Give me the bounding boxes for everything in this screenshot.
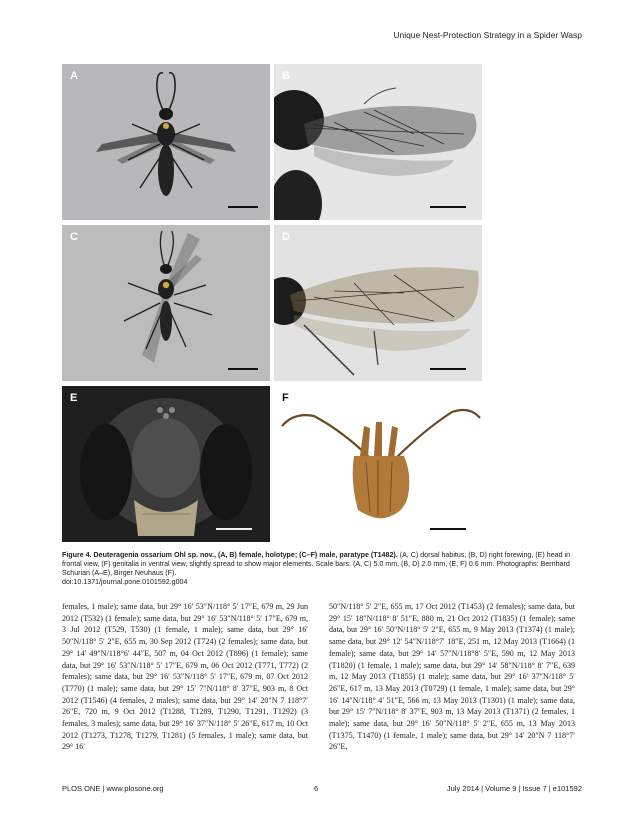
panel-b-female-forewing — [274, 64, 482, 220]
figure-plate — [62, 64, 480, 542]
footer-page-number: 6 — [314, 784, 319, 793]
scale-bar — [216, 528, 252, 530]
scale-bar — [430, 206, 466, 208]
panel-label-e: E — [70, 392, 78, 404]
panel-f-genitalia — [274, 386, 482, 542]
caption-text: (A, C) dorsal habitus, (B, D) right forewing, (E) head in frontal view, (F) genitalia in ventral view, slightly spread to show major elements. Scale bars: (A, C) 5.0 mm, (B, D) 2.0 mm, (E, F) 0.6 mm. Photographs: Bernhard Schurian (A–E), Birger Neuhaus (F). — [62, 551, 571, 577]
genitalia-illustration — [274, 386, 482, 542]
panel-d-male-forewing — [274, 225, 482, 381]
caption-doi: doi:10.1371/journal.pone.0101592.g004 — [62, 578, 188, 586]
scale-bar — [430, 528, 466, 530]
footer-journal: PLOS ONE | www.plosone.org — [62, 784, 164, 793]
panel-label-d: D — [282, 231, 290, 243]
head-frontal-illustration — [62, 386, 270, 542]
running-head: Unique Nest-Protection Strategy in a Spider Wasp — [393, 30, 582, 40]
wasp-dorsal-illustration — [62, 225, 270, 381]
figure-caption — [62, 551, 582, 587]
scale-bar — [430, 368, 466, 370]
footer-issue: July 2014 | Volume 9 | Issue 7 | e101592 — [446, 784, 582, 793]
panel-c-male-habitus — [62, 225, 270, 381]
panel-label-b: B — [282, 70, 290, 82]
panel-label-c: C — [70, 231, 78, 243]
wasp-dorsal-illustration — [62, 64, 270, 220]
scale-bar — [228, 368, 258, 370]
forewing-illustration — [274, 225, 482, 381]
panel-a-female-habitus — [62, 64, 270, 220]
scale-bar — [228, 206, 258, 208]
body-column-left: females, 1 male); same data, but 29° 16′ 53″N/118° 5′ 17″E, 679 m, 29 Jun 2012 (T532) (1 female); same data, but 29° 16′ 53″N/118° 5′ 17″E, 679 m, 3 Jul 2012 (T529, T530) (1 female, 1 male); same data, but 29° 16′ 50″N/118° 5′ 2″E, 655 m, 30 Sep 2012 (T724) (2 females); same data, but 29° 14′ 49″N/118°6′ 44″E, 507 m, 04 Oct 2012 (T896) (1 female); same data, but 29° 16′ 53″N/118° 5′ 17″E, 679 m, 06 Oct 2012 (T771, T772) (2 females); same data, but 29° 16′ 53″N/118° 5′ 17″E, 679 m, 07 Oct 2012 (T770) (1 male); same data, but 29° 15′ 7″N/118° 8′ 37″E, 903 m, 8 Oct 2012 (T1546) (4 females, 2 males); same data, but 29° 14′ 20″N 7 118°7′ 26″E, 720 m, 9 Oct 2012 (T1288, T1289, T1290, T1291, T1292) (3 females, 3 males); same data, but 29° 16′ 37″N/118° 5′ 26″E, 617 m, 10 Oct 2012 (T1273, T1278, T1279, T1281) (5 females, 1 male); same data, but 29° 16′ — [62, 602, 308, 752]
panel-label-a: A — [70, 70, 78, 82]
body-column-right: 50″N/118° 5′ 2″E, 655 m, 17 Oct 2012 (T1453) (2 females); same data, but 29° 15′ 18″N/118° 8′ 51″E, 880 m, 21 Oct 2012 (T1835) (1 female); same data, but 29° 16′ 50″N/118° 5′ 2″E, 655 m, 9 May 2013 (T1374) (1 male); same data, but 29° 12′ 54″N/118°7′ 18″E, 251 m, 12 May 2013 (T1664) (1 female); same data, but 29° 14′ 57″N/118°8′ 5″E, 590 m, 12 May 2013 (T1820) (1 female, 1 male); same data, but 29° 14′ 58″N/118° 8′ 7″E, 639 m, 12 May 2013 (T1855) (1 male); same data, but 29° 16′ 37″N/118° 5′ 26″E, 617 m, 13 May 2013 (T0729) (1 female, 1 male); same data, but 29° 16′ 14″N/118° 4′ 51″E, 566 m, 13 May 2013 (T1301) (1 male); same data, but 29° 15′ 7″N/118° 8′ 37″E, 903 m, 13 May 2013 (T1371) (2 females, 1 male); same data, but 29° 16′ 50″N/118° 5′ 2″E, 655 m, 13 May 2013 (T1375, T1470) (1 female, 1 male); same data, but 29° 14′ 20″N 7 118°7′ 26″E, — [329, 602, 575, 752]
panel-label-f: F — [282, 392, 289, 404]
forewing-illustration — [274, 64, 482, 220]
caption-title: Figure 4. Deuteragenia ossarium Ohl sp. nov., (A, B) female, holotype; (C–F) male, paratype (T1482). — [62, 551, 398, 559]
panel-e-head-frontal — [62, 386, 270, 542]
